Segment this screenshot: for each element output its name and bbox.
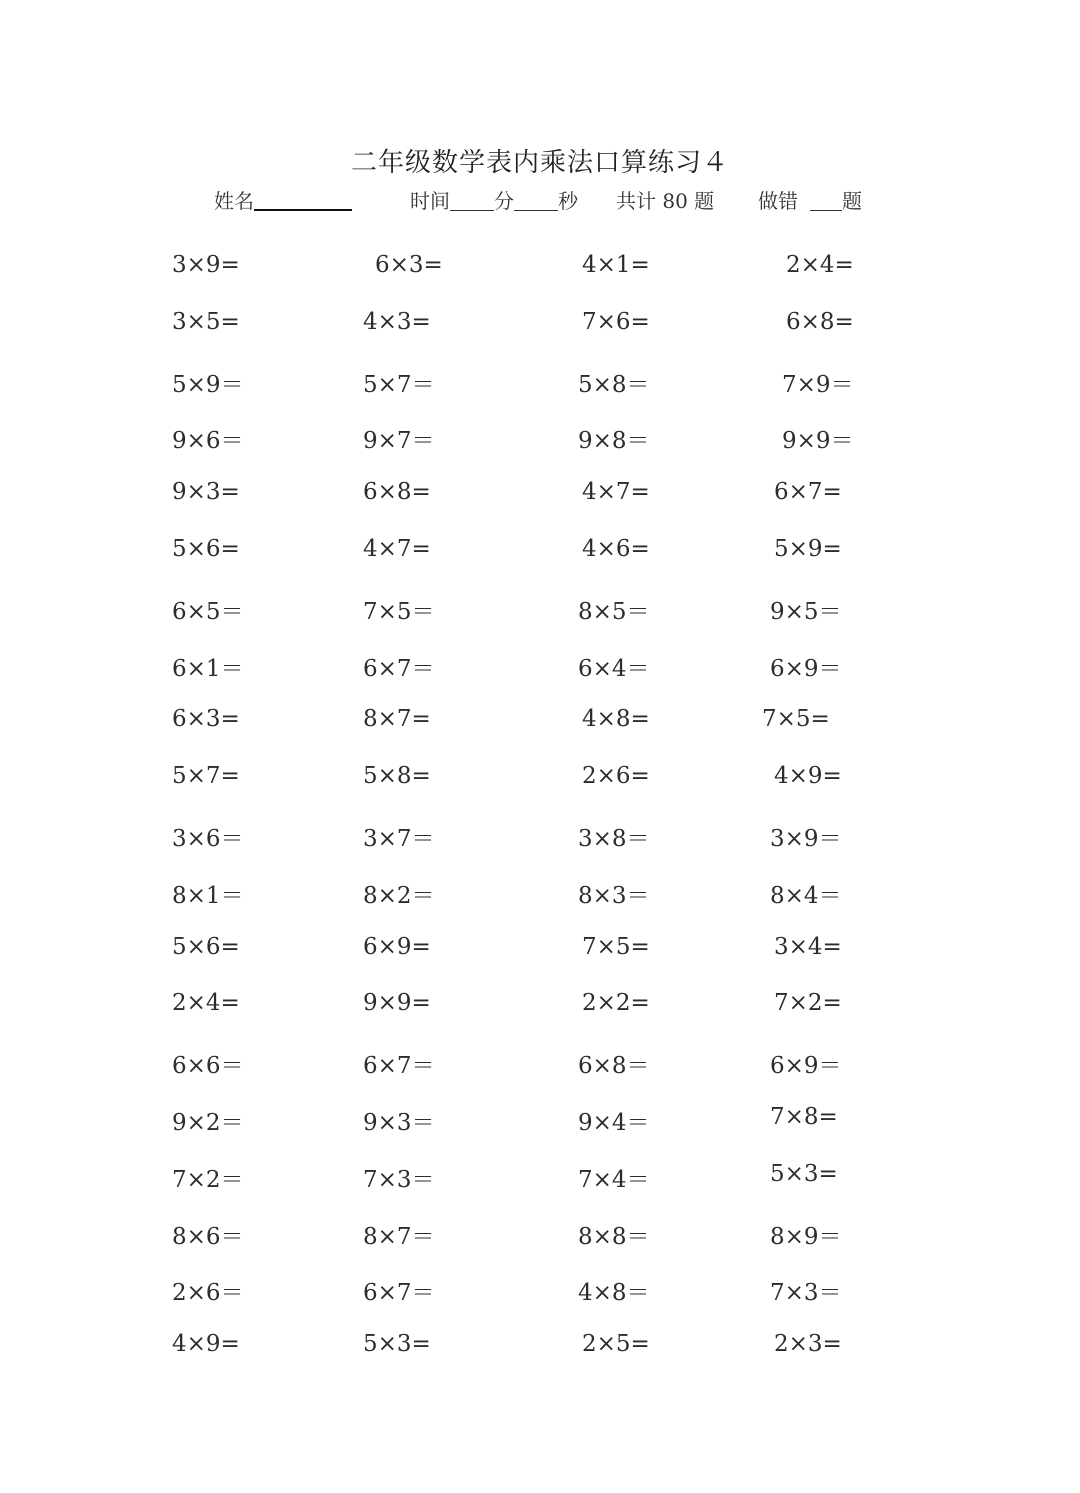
problem-row	[0, 309, 1080, 366]
multiplication-problem: 4×8＝	[578, 1280, 650, 1307]
multiplication-problem: 4×1=	[582, 252, 650, 278]
problem-row	[0, 763, 1080, 820]
multiplication-problem: 3×6＝	[172, 825, 244, 852]
problem-row	[0, 422, 1080, 479]
total-count-label: 共计 80 题	[616, 189, 715, 213]
multiplication-problem: 4×9=	[774, 763, 842, 790]
multiplication-problem: 9×8＝	[578, 428, 650, 455]
multiplication-problem: 6×3=	[172, 706, 240, 733]
multiplication-problem: 5×9=	[774, 535, 842, 562]
multiplication-problem: 9×3＝	[363, 1109, 435, 1136]
multiplication-problem: 9×2＝	[172, 1109, 244, 1136]
multiplication-problem: 7×9＝	[782, 371, 854, 398]
wrong-count-blank[interactable]	[810, 190, 842, 211]
multiplication-problem: 6×4＝	[578, 655, 650, 682]
wrong-field	[758, 185, 862, 214]
multiplication-problem: 6×9＝	[770, 1053, 842, 1080]
multiplication-problem: 3×9＝	[770, 825, 842, 852]
worksheet-title: 二年级数学表内乘法口算练习４	[350, 148, 729, 178]
wrong-label: 做错	[758, 189, 798, 213]
multiplication-problem: 6×8=	[786, 308, 854, 335]
student-info-row	[0, 185, 1080, 219]
problem-row	[0, 366, 1080, 423]
second-label: 秒	[558, 189, 578, 213]
multiplication-problem: 6×6＝	[172, 1053, 244, 1080]
problem-row	[0, 536, 1080, 593]
multiplication-problem: 4×7=	[582, 479, 650, 506]
multiplication-problem: 5×7=	[172, 763, 240, 790]
multiplication-problem: 3×5=	[172, 308, 240, 335]
multiplication-problem: 6×7＝	[363, 1280, 435, 1307]
problem-row	[0, 1104, 1080, 1161]
minute-blank[interactable]	[450, 190, 494, 211]
multiplication-problem: 2×2=	[582, 990, 650, 1017]
multiplication-problem: 5×8＝	[578, 371, 650, 398]
multiplication-problem: 3×7＝	[363, 825, 435, 852]
multiplication-problem: 2×6＝	[172, 1280, 244, 1307]
multiplication-problem: 9×5＝	[770, 598, 842, 625]
multiplication-problem: 7×5＝	[363, 598, 435, 625]
multiplication-problem: 4×6=	[582, 535, 650, 562]
multiplication-problem: 2×5=	[582, 1331, 650, 1358]
multiplication-problem: 6×7=	[774, 479, 842, 506]
multiplication-problem: 5×3=	[770, 1160, 838, 1187]
multiplication-problem: 7×8=	[770, 1103, 838, 1130]
multiplication-problem: 5×3=	[363, 1331, 431, 1358]
multiplication-problem: 9×7＝	[363, 428, 435, 455]
problem-row	[0, 650, 1080, 707]
multiplication-problem: 3×9=	[172, 252, 240, 278]
multiplication-problem: 5×6=	[172, 535, 240, 562]
multiplication-problem: 5×8=	[363, 763, 431, 790]
problem-row	[0, 877, 1080, 934]
multiplication-problem: 2×6=	[582, 763, 650, 790]
second-blank[interactable]	[514, 190, 558, 211]
multiplication-problem: 7×2＝	[172, 1166, 244, 1193]
multiplication-problem: 4×8=	[582, 706, 650, 733]
multiplication-problem: 8×5＝	[578, 598, 650, 625]
multiplication-problem: 6×3=	[375, 252, 443, 278]
multiplication-problem: 4×9=	[172, 1331, 240, 1358]
multiplication-problem: 6×9=	[363, 933, 431, 960]
multiplication-problem: 7×5=	[582, 933, 650, 960]
problem-grid	[0, 252, 1080, 1388]
multiplication-problem: 8×1＝	[172, 882, 244, 909]
multiplication-problem: 5×9＝	[172, 371, 244, 398]
time-field	[410, 185, 578, 214]
multiplication-problem: 6×7＝	[363, 1053, 435, 1080]
multiplication-problem: 7×4＝	[578, 1166, 650, 1193]
multiplication-problem: 7×3＝	[770, 1280, 842, 1307]
problem-row	[0, 706, 1080, 763]
multiplication-problem: 6×1＝	[172, 655, 244, 682]
multiplication-problem: 3×4=	[774, 933, 842, 960]
minute-label: 分	[494, 189, 514, 213]
multiplication-problem: 6×9＝	[770, 655, 842, 682]
problem-row	[0, 1161, 1080, 1218]
multiplication-problem: 8×7=	[363, 706, 431, 733]
multiplication-problem: 8×2＝	[363, 882, 435, 909]
multiplication-problem: 9×9=	[363, 990, 431, 1017]
multiplication-problem: 8×4＝	[770, 882, 842, 909]
multiplication-problem: 7×2=	[774, 990, 842, 1017]
problem-row	[0, 479, 1080, 536]
multiplication-problem: 3×8＝	[578, 825, 650, 852]
multiplication-problem: 8×8＝	[578, 1223, 650, 1250]
problem-row	[0, 1218, 1080, 1275]
multiplication-problem: 6×8=	[363, 479, 431, 506]
problem-row	[0, 252, 1080, 309]
problem-row	[0, 593, 1080, 650]
problem-row	[0, 934, 1080, 991]
time-label: 时间	[410, 189, 450, 213]
multiplication-problem: 7×5=	[762, 706, 830, 733]
multiplication-problem: 8×7＝	[363, 1223, 435, 1250]
name-label: 姓名	[214, 189, 254, 213]
multiplication-problem: 4×3=	[363, 308, 431, 335]
multiplication-problem: 9×6＝	[172, 428, 244, 455]
problem-row	[0, 820, 1080, 877]
multiplication-problem: 9×9＝	[782, 428, 854, 455]
multiplication-problem: 2×4=	[172, 990, 240, 1017]
problem-row	[0, 1274, 1080, 1331]
multiplication-problem: 8×6＝	[172, 1223, 244, 1250]
multiplication-problem: 9×3=	[172, 479, 240, 506]
problem-row	[0, 1047, 1080, 1104]
problem-row	[0, 1331, 1080, 1388]
name-blank[interactable]	[254, 189, 352, 211]
multiplication-problem: 7×6=	[582, 308, 650, 335]
problem-row	[0, 990, 1080, 1047]
multiplication-problem: 7×3＝	[363, 1166, 435, 1193]
multiplication-problem: 2×4=	[786, 252, 854, 278]
multiplication-problem: 6×5＝	[172, 598, 244, 625]
multiplication-problem: 5×7＝	[363, 371, 435, 398]
multiplication-problem: 4×7=	[363, 535, 431, 562]
multiplication-problem: 5×6=	[172, 933, 240, 960]
multiplication-problem: 6×8＝	[578, 1053, 650, 1080]
wrong-unit-label: 题	[842, 189, 862, 213]
name-field	[214, 185, 352, 214]
multiplication-problem: 2×3=	[774, 1331, 842, 1358]
multiplication-problem: 9×4＝	[578, 1109, 650, 1136]
multiplication-problem: 8×9＝	[770, 1223, 842, 1250]
multiplication-problem: 6×7＝	[363, 655, 435, 682]
multiplication-problem: 8×3＝	[578, 882, 650, 909]
